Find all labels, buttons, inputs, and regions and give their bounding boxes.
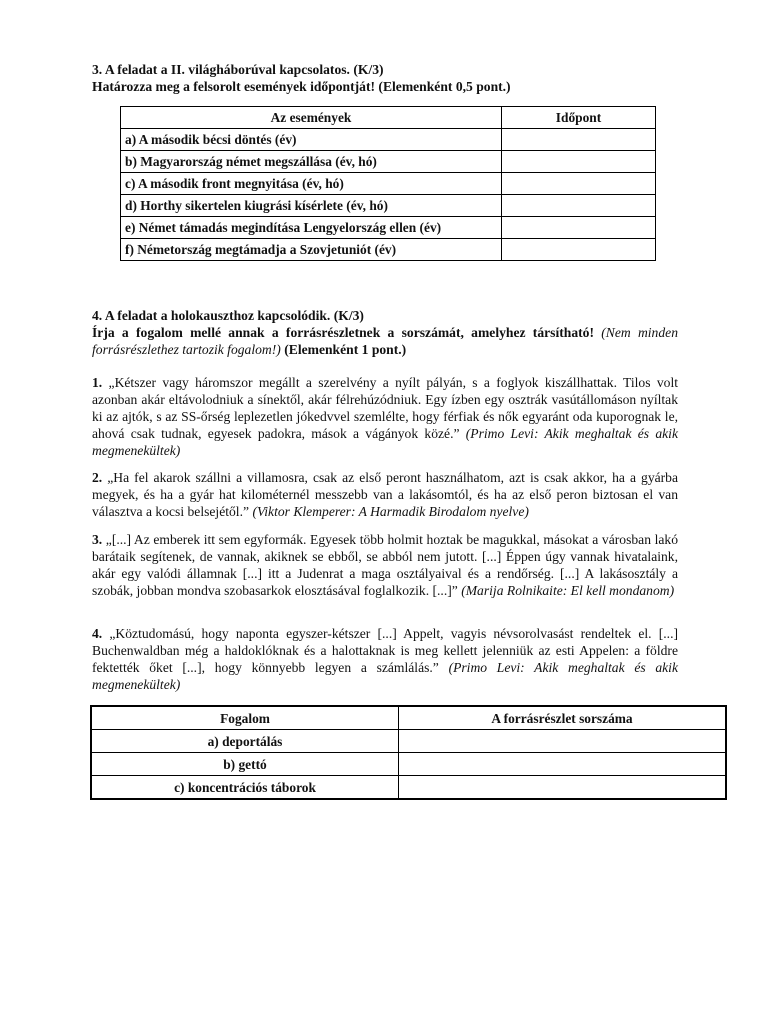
table-row [91, 776, 726, 800]
table-header-row [121, 107, 656, 129]
task4-header [92, 307, 678, 358]
table-row [121, 217, 656, 239]
source-2 [92, 469, 678, 520]
table-row [121, 239, 656, 261]
concept-cell: a) deportálás [91, 730, 399, 753]
task3-header [92, 61, 678, 95]
event-cell: f) Németország megtámadja a Szovjetuniót (év) [121, 239, 502, 261]
date-answer-cell[interactable] [502, 151, 656, 173]
date-answer-cell[interactable] [502, 195, 656, 217]
source-citation: (Marija Rolnikaite: El kell mondanom) [461, 583, 675, 598]
source-1 [92, 374, 678, 459]
source-answer-cell[interactable] [399, 753, 727, 776]
table-row [121, 195, 656, 217]
source-number-column-header: A forrásrészlet sorszáma [399, 706, 727, 730]
source-text: „Kétszer vagy háromszor megállt a szerelvény a nyílt pályán, s a foglyok kiszállhattak. Tilos volt azonban akár eltávolodniuk a sínektől, akár félrehúzódniuk. Egy ízben egy osztrák vasútállomáson nyíltak ki az ajtók, s az SS-őrség leplezetlen jókedvvel szemlélte, hogy férfiak és nők egyaránt oda kuporognak le, ahová csak tudnak, egyesek padokra, mások a vágányok közé.” [92, 375, 678, 441]
date-answer-cell[interactable] [502, 173, 656, 195]
source-4 [92, 625, 678, 693]
task4-instruction-points: (Elemenként 1 pont.) [284, 342, 407, 357]
task3-title: 3. A feladat a II. világháborúval kapcsolatos. (K/3) [92, 62, 384, 77]
concept-column-header: Fogalom [91, 706, 399, 730]
table-row [91, 753, 726, 776]
table-row [121, 151, 656, 173]
source-3 [92, 531, 678, 599]
task4-instruction [92, 324, 678, 358]
table-header-row [91, 706, 726, 730]
concept-cell: b) gettó [91, 753, 399, 776]
event-cell: e) Német támadás megindítása Lengyelország ellen (év) [121, 217, 502, 239]
events-table [120, 106, 656, 261]
source-number: 1. [92, 375, 103, 390]
table-row [121, 129, 656, 151]
source-text: „[...] Az emberek itt sem egyformák. Egyesek több holmit hoztak be magukkal, másokat a városban lakó barátaik segítenek, de vannak, akiknek se ebből, se abból nem jutott. [...] Éppen úgy vannak hivatalaink, akár egy valódi államnak [...] itt a Judenrat a maga osztályaival és a rendőrség. [...] A lakásosztály a szobák, jobban mondva szobasarkok elosztásával foglalkozik. [...]” [92, 532, 678, 598]
source-number: 4. [92, 626, 103, 641]
task4-instruction-main: Írja a fogalom mellé annak a forrásrészletnek a sorszámát, amelyhez társítható! [92, 325, 594, 340]
date-column-header: Időpont [502, 107, 656, 129]
event-cell: b) Magyarország német megszállása (év, hó) [121, 151, 502, 173]
concept-cell: c) koncentrációs táborok [91, 776, 399, 800]
source-answer-cell[interactable] [399, 776, 727, 800]
table-row [121, 173, 656, 195]
source-text: „Köztudomású, hogy naponta egyszer-kétszer [...] Appelt, vagyis névsorolvasást rendeltek el. [...] Buchenwaldban még a haldoklóknak és a halottaknak is meg kellett jelenniük az esti Appelen: a földre fektették őket [...], hogy könnyebb legyen a számlálás.” [92, 626, 678, 675]
event-cell: d) Horthy sikertelen kiugrási kísérlete (év, hó) [121, 195, 502, 217]
date-answer-cell[interactable] [502, 239, 656, 261]
source-citation: (Primo Levi: Akik meghaltak és akik megmenekültek) [92, 660, 678, 692]
concepts-table [90, 705, 727, 800]
date-answer-cell[interactable] [502, 217, 656, 239]
task3-instruction: Határozza meg a felsorolt események időpontját! (Elemenként 0,5 pont.) [92, 79, 511, 94]
date-answer-cell[interactable] [502, 129, 656, 151]
source-number: 3. [92, 532, 103, 547]
event-cell: c) A második front megnyitása (év, hó) [121, 173, 502, 195]
source-text: „Ha fel akarok szállni a villamosra, csak az első peront használhatom, azt is csak akkor, ha a gyárba megyek, és ha a gyár hat kilométernél messzebb van a lakásomtól, és ha az első peron biztosan el van választva a kocsi belsejétől.” [92, 470, 679, 519]
source-citation: (Viktor Klemperer: A Harmadik Birodalom nyelve) [252, 504, 529, 519]
table-row [91, 730, 726, 753]
source-answer-cell[interactable] [399, 730, 727, 753]
source-number: 2. [92, 470, 103, 485]
event-cell: a) A második bécsi döntés (év) [121, 129, 502, 151]
task4-instruction-note: (Nem minden forrásrészlethez tartozik fogalom!) [92, 325, 678, 357]
task4-title: 4. A feladat a holokauszthoz kapcsolódik. (K/3) [92, 308, 364, 323]
events-column-header: Az események [121, 107, 502, 129]
source-citation: (Primo Levi: Akik meghaltak és akik megmenekültek) [92, 426, 678, 458]
